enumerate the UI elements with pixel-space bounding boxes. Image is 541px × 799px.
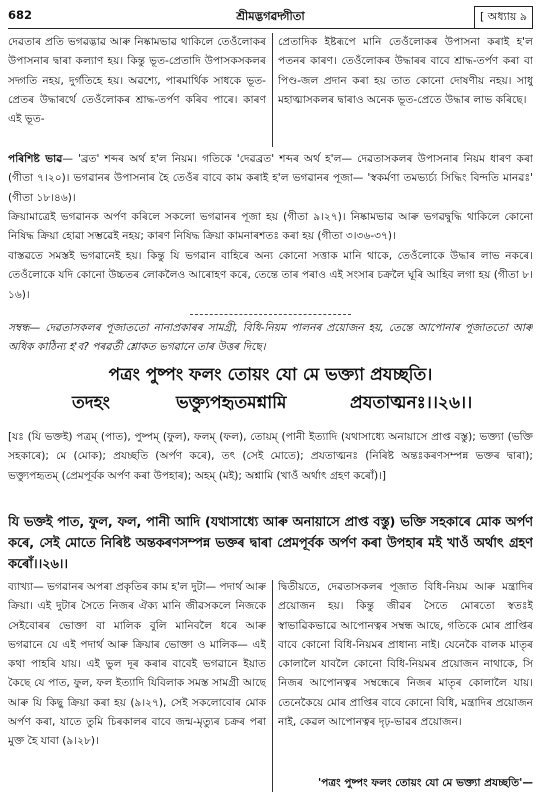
appendix-para3-text: বাস্তৱতে সমস্তই ভগৱানেই হয়। কিন্তু যি ভগৱান বাহিৰে অন্য কোনো সত্তাক মানি থাকে, তেওঁলোকে উদ্ধাৰ লাভ নকৰে। তেওঁলোকে যদি কোনো উচ্চতৰ লোকলৈও আৰোহণ কৰে, তেন্তে তাৰ পৰাও এই সংসাৰ চক্ৰলৈ ঘূৰি আহিব লগা হয় (গীতা ৮।১৬)। [8,250,533,301]
word-meaning-text: [যঃ (যি ভক্তই) পত্ৰম্ (পাত), পুষ্পম্ (ফুল), ফলম্ (ফল), তোয়ম্ (পানী ইত্যাদি (যথাসাধ্যে অনায়াসে প্ৰাপ্ত বস্তু); ভক্ত্যা (ভক্তি সহকাৰে); মে (মোক); প্ৰযচ্ছতি (অৰ্পণ কৰে), তৎ (সেই মোতে); প্ৰযতাত্মনঃ (নিৰিষ্ট অন্তঃকৰণসম্পন্ন ভক্তৰ দ্বাৰা); ভক্ত্যুপহৃতম্ (প্ৰেমপূৰ্বক অৰ্পণ কৰা উপহাৰ); অহম্ (মই); অশ্নামি (খাওঁ অৰ্থাৎ গ্ৰহণ কৰোঁ)।] [8,431,533,482]
appendix-text: — 'ব্ৰত' শব্দৰ অৰ্থ হ'ল নিয়ম। গতিকে 'দেৱব্ৰত' শব্দৰ অৰ্থ হ'ল— দেৱতাসকলৰ উপাসনাৰ নিয়ম ধাৰণ কৰা (গীতা ৭।২০)। ভগৱানৰ উপাসনাৰ হৈ তেওঁৰ বাবে কাম কৰাই হ'ল ভগৱানৰ পূজা— 'স্বকৰ্মণা তমভ্যৰ্চ্য সিদ্ধিং বিন্দতি মানৱঃ' (গীতা ১৮।৪৬)। [8,153,533,204]
appendix-para2 [8,208,533,247]
translation-block [8,512,533,576]
top-left-text: দেৱতাৰ প্ৰতি ভগৱদ্ভাৱ আৰু নিষ্কামভাৱ থাকিলে তেওঁলোকৰ উপাসনাৰ দ্বাৰা কল্যাণ হয়। কিন্তু ভূত-প্ৰেতাদি উপাসকসকলৰ সদ্গতি নহয়, দুৰ্গতিহে হয়। অৱশ্যে, পাৰমাৰ্থিক সাধকে ভূত-প্ৰেতৰ উদ্ধাৰৰ্থে তেওঁলোকৰ শ্ৰাদ্ধ-তৰ্পণ কৰিব পাৰে। কাৰণ এই ভূত- [8,36,266,126]
top-right-text: প্ৰেতাদিক ইষ্টৰূপে মানি তেওঁলোকৰ উপাসনা কৰাই হ'ল পতনৰ কাৰণ। তেওঁলোকৰ উদ্ধাৰৰ বাবে শ্ৰাদ্ধ-তৰ্পণ কৰা বা পিণ্ড-জল প্ৰদান কৰা হয় তাত কোনো দোষণীয় নহয়। সাধু মহাত্মাসকলৰ দ্বাৰাও অনেক ভূত-প্ৰেতে উদ্ধাৰ লাভ কৰিছে। [278,36,533,106]
bottom-left-column [8,578,266,794]
verse-word-3: প্ৰযতাত্মনঃ।।২৬।। [350,393,473,413]
footer-quote-text: 'পত্ৰং পুষ্পং ফলং তোয়ং যো মে ভক্ত্যা প্ৰযচ্ছতি'— [317,777,533,789]
sambandha-intro [8,319,533,358]
column-divider-bottom [272,580,273,792]
verse-word-1: তদহং [72,393,110,413]
page-number: 682 [8,8,33,22]
appendix-label: পৰিশিষ্ট ভাৱ [8,153,63,165]
verse-word-2: ভক্ত্যুপহৃতমশ্নামি [176,393,287,413]
bottom-right-text: দ্বিতীয়তে, দেৱতাসকলৰ পূজাত বিধি-নিয়ম আৰু মন্ত্ৰাদিৰ প্ৰয়োজন হয়। কিন্তু জীৱৰ সৈতে মোৰতো স্বতঃই স্বাভাৱিকভাৱে আপোনত্বৰ সম্বন্ধ আছে, গতিকে মোৰ প্ৰাপ্তিৰ বাবে কোনো বিধি-নিয়মৰ প্ৰাধান্য নাই। যেনেকৈ বালক মাতৃৰ কোলালৈ যাবলৈ কোনো বিধি-নিয়মৰ প্ৰয়োজন নাথাকে, সি নিজৰ আপোনত্বৰ সম্বন্ধেৰে নিজৰ মাতৃৰ কোলালৈ যায়। তেনেকৈয়ে মোৰ প্ৰাপ্তিৰ বাবে কোনো বিধি, মন্ত্ৰাদিৰ প্ৰয়োজন নাই, কেৱল আপোনত্বৰ দৃঢ়-ভাৱৰ প্ৰয়োজন। [278,581,533,729]
sambandha-text: সম্বন্ধ— দেৱতাসকলৰ পূজাততো নানাপ্ৰকাৰৰ সামগ্ৰী, বিধি-নিয়ম পালনৰ প্ৰয়োজন হয়, তেন্তে আপোনাৰ পূজাততো আৰু অধিক কাঠিন্য হ'ব? পৰৱৰ্তী শ্লোকত ভগৱানে তাৰ উত্তৰ দিছে। [8,322,533,354]
column-divider-top [272,33,273,147]
book-title: শ্ৰীমদ্ভগৱদ্গীতা [236,9,305,23]
page-header [8,7,533,25]
appendix-block [8,150,533,208]
section-divider [190,314,351,315]
bottom-left-text: ব্যাখ্যা— ভগৱানৰ অপৰা প্ৰকৃতিৰ কাম হ'ল দুটা— পদাৰ্থ আৰু ক্ৰিয়া। এই দুটাৰ সৈতে নিজৰ ঐক্য মানি জীৱসকলে নিজকে সেইবোৰৰ ভোক্তা বা মালিক বুলি মানিবলৈ ধৰে আৰু ভগৱানে যে এই পদাৰ্থ আৰু ক্ৰিয়াৰ ভোক্তা ও মালিক— এই কথা পাহৰি যায়। এই ভুল দূৰ কৰাৰ বাবেই ভগৱানে ইয়াত কৈছে যে পাত, ফুল, ফল ইত্যাদি যিবিলাক সমস্ত সামগ্ৰী আছে আৰু যি কিছু ক্ৰিয়া কৰা হয় (৯।২৭), সেই সকলোবোৰ মোক অৰ্পণ কৰা, যাতে তুমি চিৰকালৰ বাবে জন্ম-মৃত্যুৰ চক্ৰৰ পৰা মুক্ত হৈ যাবা (৯।২৮)। [8,581,266,748]
footer-quote [278,774,533,794]
bottom-right-column [278,578,533,774]
chapter-label: [ অধ্যায় ৯ [474,6,533,29]
translation-text: যি ভক্তই পাত, ফুল, ফল, পানী আদি (যথাসাধ্যে আৰু অনায়াসে প্ৰাপ্ত বস্তু) ভক্তি সহকাৰে মোক অৰ্পণ কৰে, সেই মোতে নিৰিষ্ট অন্তকৰণসম্পন্ন ভক্তৰ দ্বাৰা প্ৰেমপূৰ্বক অৰ্পণ কৰা উপহাৰ মই খাওঁ অৰ্থাৎ গ্ৰহণ কৰোঁ।।২৬।। [8,515,533,572]
appendix-para3 [8,247,533,305]
appendix-para2-text: ক্ৰিয়ামাত্ৰেই ভগৱানক অৰ্পণ কৰিলে সকলো ভগৱানৰ পূজা হয় (গীতা ৯।২৭)। নিষ্কামভাৱ আৰু ভগৱদ্বুদ্ধি থাকিলে কোনো নিষিদ্ধ ক্ৰিয়া হোৱা সম্ভৱেই নহয়; কাৰণ নিষিদ্ধ ক্ৰিয়া কামনাৰশতঃ কৰা হয় (গীতা ৩।৩৬-৩৭)। [8,211,533,243]
top-left-column [8,33,266,149]
header-rule [8,28,533,29]
word-meaning-block [8,428,533,506]
top-right-column [278,33,533,149]
verse-line-1: পত্ৰং পুষ্পং ফলং তোয়ং যো মে ভক্ত্যা প্ৰযচ্ছতি। [108,365,433,385]
